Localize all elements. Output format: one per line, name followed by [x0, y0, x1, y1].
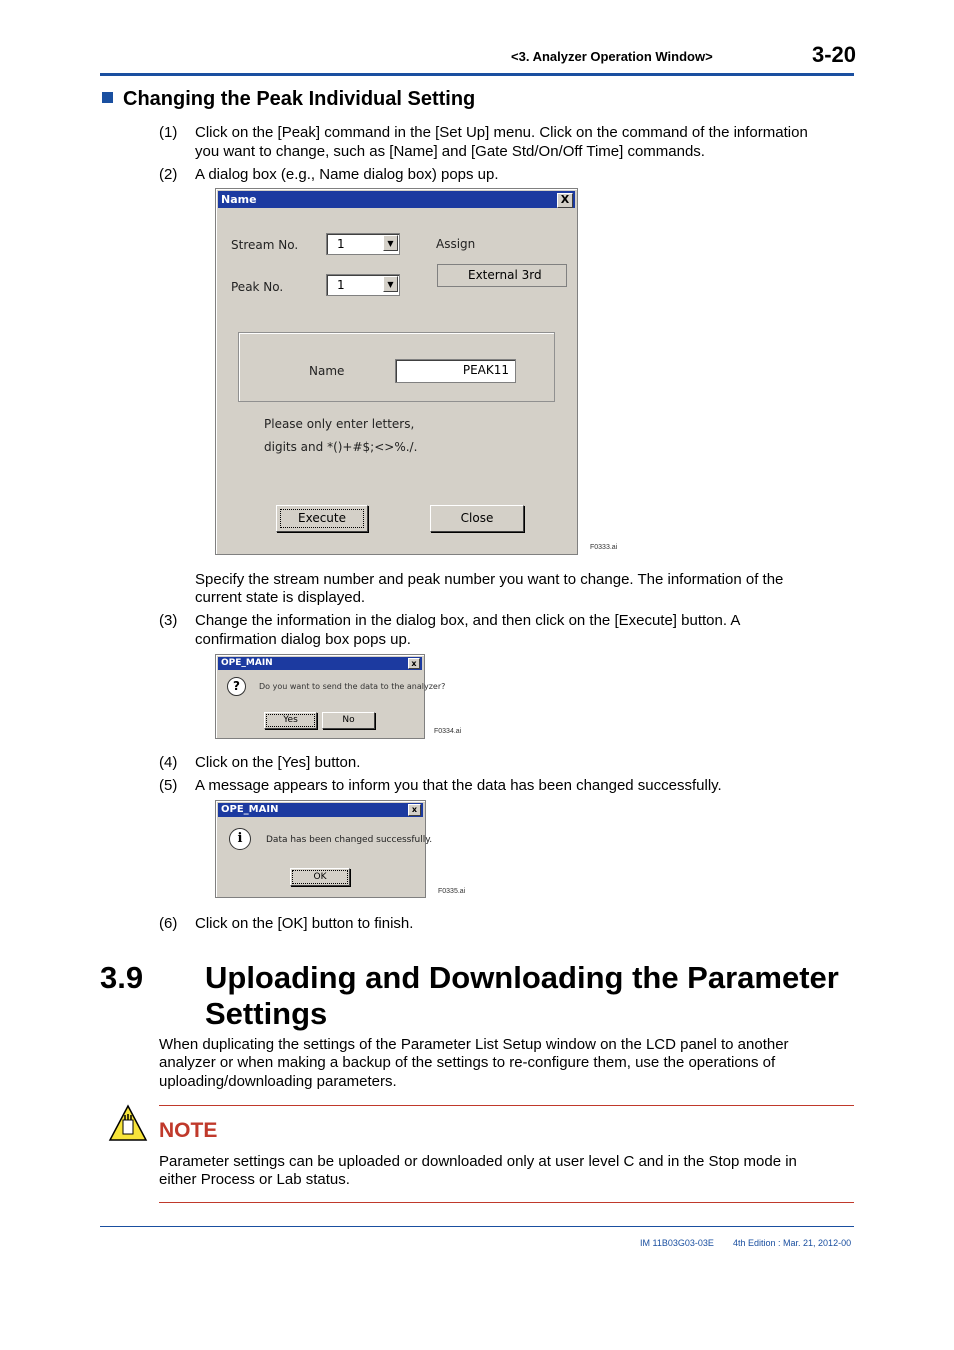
note-rule-top — [159, 1105, 854, 1106]
step-4 — [159, 753, 859, 773]
section-number: 3.9 — [100, 960, 144, 995]
assign-label: Assign — [436, 237, 476, 251]
assign-value: External 3rd — [468, 268, 542, 282]
peak-select[interactable] — [326, 274, 400, 296]
figure-label: F0333.ai — [590, 544, 618, 551]
footer-rule — [100, 1226, 854, 1227]
step-text: A dialog box (e.g., Name dialog box) pops up. — [195, 166, 499, 183]
name-label: Name — [309, 364, 345, 378]
step-number: (5) — [159, 777, 178, 794]
step-text: Click on the [Yes] button. — [195, 754, 361, 771]
note-text: Parameter settings can be uploaded or downloaded only at user level C and in the Stop mode in — [159, 1153, 797, 1170]
section-heading: Uploading and Downloading the Parameter — [205, 960, 839, 995]
name-input[interactable] — [395, 359, 516, 383]
section-title — [102, 88, 475, 111]
step-5 — [159, 776, 859, 796]
page-number: 3-20 — [812, 42, 857, 67]
success-dialog — [215, 800, 433, 898]
step-number: (6) — [159, 915, 178, 932]
section-title-text: Changing the Peak Individual Setting — [123, 88, 476, 110]
hint-text: digits and *()+#$;<>%./. — [264, 440, 418, 454]
step-text: Change the information in the dialog box, and then click on the [Execute] button. A — [195, 612, 741, 629]
specify-text: Specify the stream number and peak number you want to change. The information of the — [195, 571, 784, 588]
yes-button[interactable]: Yes — [264, 712, 317, 729]
note-rule-bottom — [159, 1202, 854, 1203]
stream-label: Stream No. — [231, 238, 299, 252]
step-number: (3) — [159, 612, 178, 629]
note-title: NOTE — [159, 1119, 218, 1142]
name-dialog — [215, 188, 578, 555]
close-button[interactable]: Close — [430, 505, 524, 532]
stream-select[interactable] — [326, 233, 400, 255]
dialog-titlebar — [218, 657, 422, 670]
step-number: (2) — [159, 166, 178, 183]
footer-doc: IM 11B03G03-03E — [640, 1238, 714, 1248]
dialog-title: OPE_MAIN — [221, 804, 279, 815]
square-bullet-icon — [102, 92, 113, 103]
confirm-message: Do you want to send the data to the analyzer? — [259, 682, 446, 691]
success-message: Data has been changed successfully. — [266, 835, 433, 845]
step-2 — [159, 165, 859, 185]
step-text: you want to change, such as [Name] and [Gate Std/On/Off Time] commands. — [195, 143, 705, 160]
header-section: <3. Analyzer Operation Window> — [511, 49, 713, 64]
hint-text: Please only enter letters, — [264, 417, 415, 431]
figure-label: F0335.ai — [438, 888, 466, 895]
dialog-titlebar — [218, 803, 423, 817]
step-3 — [159, 611, 859, 651]
close-icon[interactable]: X — [557, 193, 573, 208]
figure-label: F0334.ai — [434, 728, 462, 735]
specify-text: current state is displayed. — [195, 589, 366, 606]
step-number: (4) — [159, 754, 178, 771]
step-number: (1) — [159, 124, 178, 141]
step-text: Click on the [Peak] command in the [Set Up] menu. Click on the command of the information — [195, 124, 808, 141]
dialog-titlebar — [218, 191, 575, 208]
footer-edition: 4th Edition : Mar. 21, 2012-00 — [733, 1238, 852, 1248]
note-text: either Process or Lab status. — [159, 1171, 350, 1188]
step-6 — [159, 914, 859, 934]
section-heading: Settings — [205, 996, 328, 1031]
step-text: A message appears to inform you that the data has been changed successfully. — [195, 777, 722, 794]
no-button[interactable]: No — [322, 712, 375, 729]
close-icon[interactable]: x — [408, 658, 420, 669]
info-icon: i — [229, 828, 251, 850]
confirm-dialog — [215, 654, 446, 739]
question-icon: ? — [227, 677, 246, 696]
ok-button[interactable]: OK — [290, 868, 350, 886]
name-value: PEAK11 — [462, 363, 509, 377]
chevron-down-icon[interactable]: ▼ — [383, 235, 398, 251]
step-1 — [159, 123, 859, 163]
stream-value: 1 — [337, 237, 345, 251]
peak-value: 1 — [337, 278, 345, 292]
close-icon[interactable]: x — [408, 804, 421, 816]
peak-label: Peak No. — [231, 280, 284, 294]
dialog-title: OPE_MAIN — [221, 658, 273, 668]
section-paragraph: When duplicating the settings of the Parameter List Setup window on the LCD panel to another — [159, 1036, 789, 1053]
assign-field — [437, 264, 567, 287]
execute-button[interactable]: Execute — [276, 505, 368, 532]
section-paragraph: uploading/downloading parameters. — [159, 1073, 397, 1090]
section-paragraph: analyzer or when making a backup of the settings to re-configure them, use the operations of — [159, 1054, 776, 1071]
header-rule — [100, 73, 854, 76]
step-text: Click on the [OK] button to finish. — [195, 915, 414, 932]
dialog-title: Name — [221, 193, 257, 206]
caution-hand-icon — [108, 1104, 148, 1142]
step-text: confirmation dialog box pops up. — [195, 631, 411, 648]
chevron-down-icon[interactable]: ▼ — [383, 276, 398, 292]
